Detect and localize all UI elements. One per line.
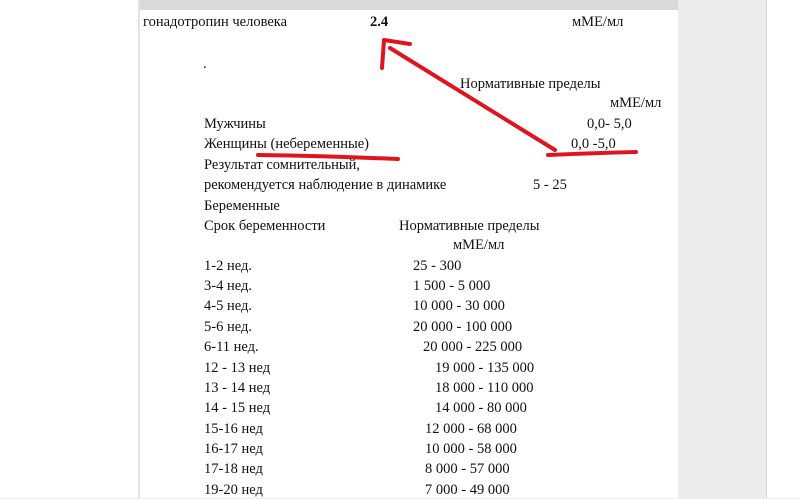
underline-women-range (548, 152, 636, 155)
table-row-range: 19 000 - 135 000 (435, 360, 535, 376)
dot-mark: . (203, 56, 207, 72)
table-row-term: 3-4 нед. (204, 278, 252, 294)
table-row-range: 1 500 - 5 000 (413, 278, 491, 294)
table-row-term: 4-5 нед. (204, 298, 252, 314)
table-row-term: 14 - 15 нед (204, 400, 271, 416)
result-value: 2.4 (370, 14, 389, 30)
table-row-term: 12 - 13 нед (204, 360, 271, 376)
women-label: Женщины (небеременные) (204, 136, 369, 152)
table-row-range: 18 000 - 110 000 (435, 380, 534, 396)
men-range: 0,0- 5,0 (587, 116, 632, 132)
reference-unit: мМЕ/мл (610, 95, 662, 111)
table-row-range: 7 000 - 49 000 (425, 482, 510, 498)
analyte-name: гонадотропин человека (143, 14, 288, 30)
table-row-term: 17-18 нед (204, 461, 263, 477)
arrow-shaft (390, 48, 555, 150)
table-row-term: 6-11 нед. (204, 339, 259, 355)
result-unit: мМЕ/мл (572, 14, 624, 30)
men-label: Мужчины (204, 116, 266, 132)
doubtful-line1: Результат сомнительный, (204, 157, 360, 173)
table-row-range: 8 000 - 57 000 (425, 461, 510, 477)
table-row-term: 13 - 14 нед (204, 380, 271, 396)
table-row-range: 20 000 - 225 000 (423, 339, 523, 355)
table-row-term: 1-2 нед. (204, 258, 252, 274)
table-row-range: 10 000 - 58 000 (425, 441, 517, 457)
table-row-range: 12 000 - 68 000 (425, 421, 517, 437)
col-unit-header: мМЕ/мл (453, 237, 505, 253)
reference-title: Нормативные пределы (460, 76, 601, 92)
women-range: 0,0 -5,0 (571, 136, 616, 152)
table-row-term: 5-6 нед. (204, 319, 252, 335)
col-range-header: Нормативные пределы (399, 218, 540, 234)
underline-women-label (258, 155, 398, 159)
table-row-term: 15-16 нед (204, 421, 263, 437)
table-row-range: 14 000 - 80 000 (435, 400, 527, 416)
table-row-range: 10 000 - 30 000 (413, 298, 505, 314)
table-row-term: 16-17 нед (204, 441, 263, 457)
doubtful-range: 5 - 25 (533, 177, 567, 193)
col-term-header: Срок беременности (204, 218, 326, 234)
pregnant-label: Беременные (204, 198, 280, 214)
doubtful-line2: рекомендуется наблюдение в динамике (204, 177, 447, 193)
table-row-range: 25 - 300 (413, 258, 462, 274)
table-row-range: 20 000 - 100 000 (413, 319, 513, 335)
table-row-term: 19-20 нед (204, 482, 263, 498)
